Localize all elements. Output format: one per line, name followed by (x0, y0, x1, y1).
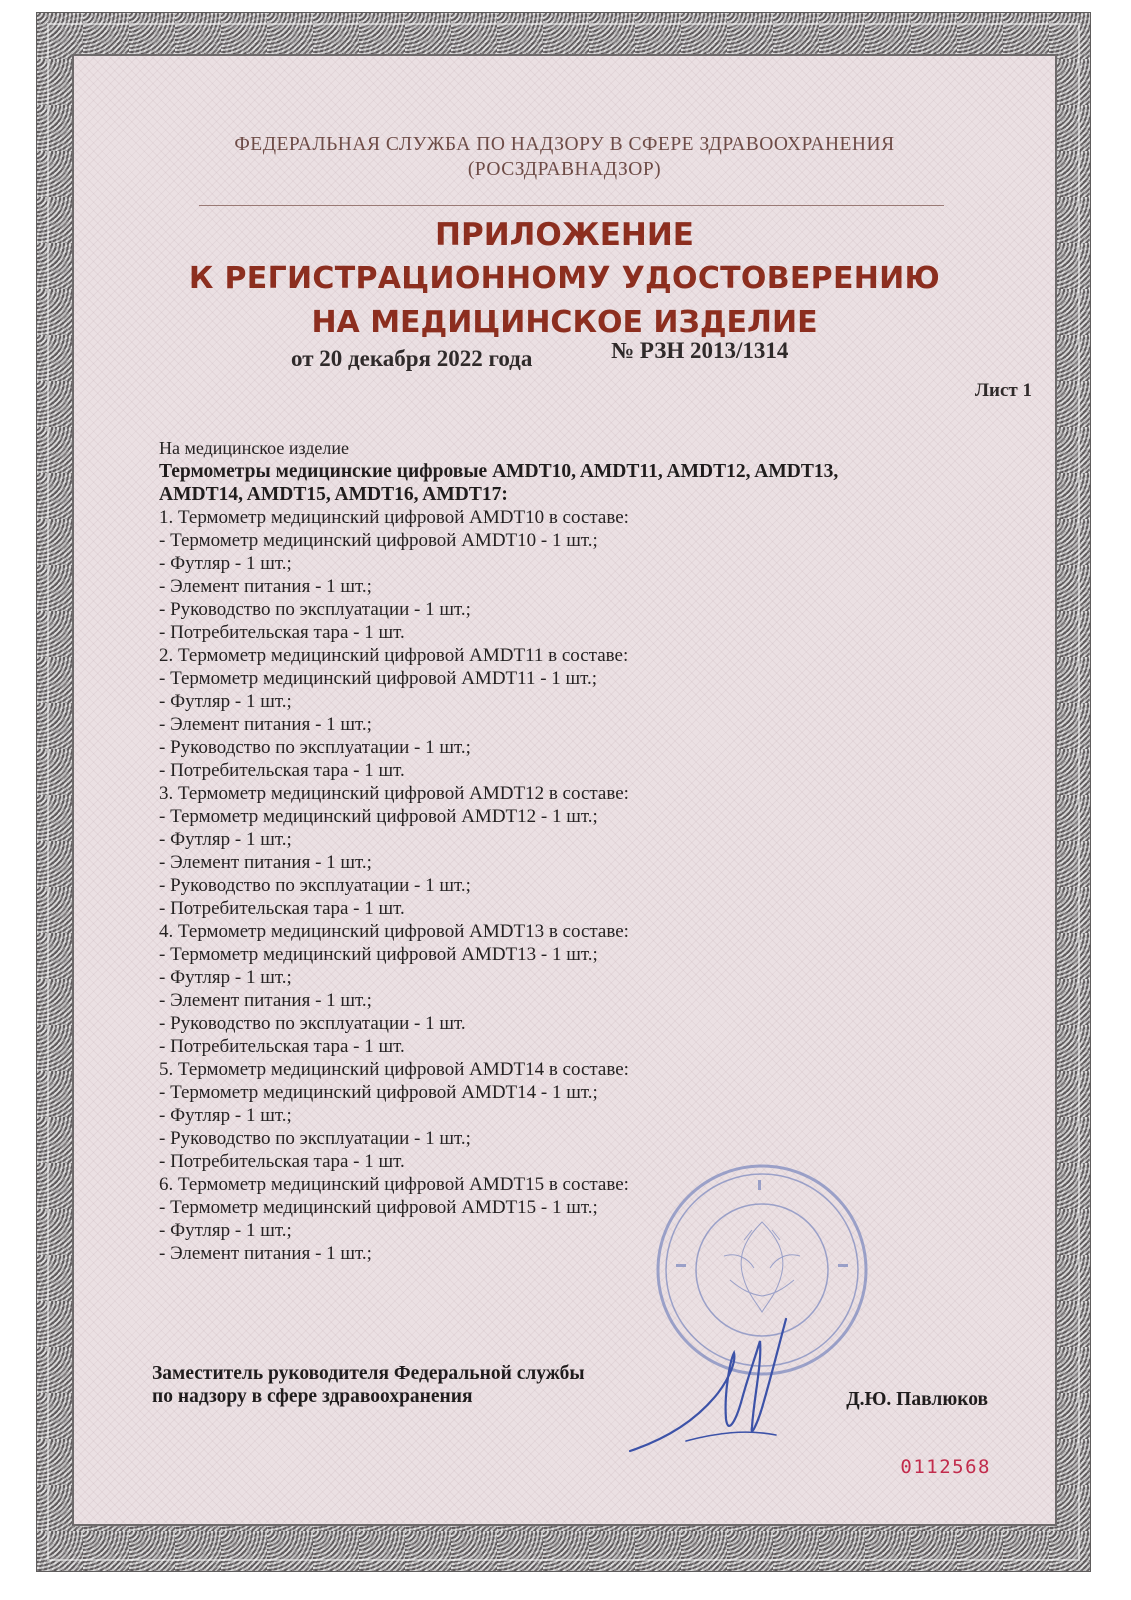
composition-line: 1. Термометр медицинский цифровой AMDT10 в составе: (159, 507, 629, 528)
composition-line: 4. Термометр медицинский цифровой AMDT13 в составе: (159, 921, 629, 942)
composition-line: 2. Термометр медицинский цифровой AMDT11 в составе: (159, 645, 629, 666)
signer-position-line-1: Заместитель руководителя Федеральной службы (152, 1363, 585, 1384)
composition-line: - Потребительская тара - 1 шт. (159, 1036, 405, 1057)
signer-position-line-2: по надзору в сфере здравоохранения (152, 1386, 473, 1407)
intro-text: На медицинское изделие (159, 438, 350, 458)
composition-line: - Футляр - 1 шт.; (159, 829, 292, 850)
product-title-line-2: AMDT14, AMDT15, AMDT16, AMDT17: (159, 484, 508, 505)
form-serial-number: 0112568 (900, 1456, 991, 1478)
product-title (159, 460, 1019, 506)
composition-line: - Элемент питания - 1 шт.; (159, 576, 372, 597)
title-line-1: ПРИЛОЖЕНИЕ (435, 217, 694, 253)
composition-line: - Футляр - 1 шт.; (159, 1105, 292, 1126)
composition-line: - Потребительская тара - 1 шт. (159, 1151, 405, 1172)
composition-line: - Потребительская тара - 1 шт. (159, 622, 405, 643)
header-divider (199, 205, 944, 206)
title-line-2: К РЕГИСТРАЦИОННОМУ УДОСТОВЕРЕНИЮ (188, 261, 941, 296)
composition-line: - Термометр медицинский цифровой AMDT12 - 1 шт.; (159, 806, 598, 827)
agency-abbreviation: (РОСЗДРАВНАДЗОР) (467, 159, 662, 180)
document-title (74, 213, 1055, 345)
agency-header (74, 132, 1055, 182)
agency-name: ФЕДЕРАЛЬНАЯ СЛУЖБА ПО НАДЗОРУ В СФЕРЕ ЗДРАВООХРАНЕНИЯ (234, 134, 895, 155)
composition-list (159, 506, 1019, 1265)
composition-line: - Термометр медицинский цифровой AMDT11 - 1 шт.; (159, 668, 598, 689)
composition-line: - Потребительская тара - 1 шт. (159, 760, 405, 781)
handwritten-signature (626, 1301, 826, 1461)
composition-line: - Термометр медицинский цифровой AMDT13 - 1 шт.; (159, 944, 598, 965)
issue-date: от 20 декабря 2022 года (291, 346, 533, 371)
composition-line: - Футляр - 1 шт.; (159, 691, 292, 712)
composition-line: - Элемент питания - 1 шт.; (159, 1243, 372, 1264)
composition-line: - Руководство по эксплуатации - 1 шт.; (159, 875, 471, 896)
composition-line: - Элемент питания - 1 шт.; (159, 714, 372, 735)
title-line-3: НА МЕДИЦИНСКОЕ ИЗДЕЛИЕ (311, 305, 818, 340)
composition-line: - Футляр - 1 шт.; (159, 553, 292, 574)
registration-number: № РЗН 2013/1314 (611, 338, 789, 363)
composition-line: - Элемент питания - 1 шт.; (159, 990, 372, 1011)
composition-line: - Термометр медицинский цифровой AMDT15 - 1 шт.; (159, 1197, 598, 1218)
signer-position (152, 1362, 585, 1408)
sheet-number: Лист 1 (974, 380, 1032, 401)
composition-line: - Термометр медицинский цифровой AMDT10 - 1 шт.; (159, 530, 598, 551)
product-title-line-1: Термометры медицинские цифровые AMDT10, AMDT11, AMDT12, AMDT13, (159, 461, 839, 482)
certificate-sheet (72, 54, 1057, 1526)
signer-name: Д.Ю. Павлюков (846, 1389, 988, 1410)
composition-line: - Термометр медицинский цифровой AMDT14 - 1 шт.; (159, 1082, 598, 1103)
composition-line: 3. Термометр медицинский цифровой AMDT12 в составе: (159, 783, 629, 804)
composition-line: - Руководство по эксплуатации - 1 шт. (159, 1013, 466, 1034)
composition-line: - Футляр - 1 шт.; (159, 967, 292, 988)
composition-line: 6. Термометр медицинский цифровой AMDT15 в составе: (159, 1174, 629, 1195)
composition-line: - Элемент питания - 1 шт.; (159, 852, 372, 873)
composition-line: - Руководство по эксплуатации - 1 шт.; (159, 737, 471, 758)
composition-line: - Руководство по эксплуатации - 1 шт.; (159, 1128, 471, 1149)
composition-line: - Футляр - 1 шт.; (159, 1220, 292, 1241)
composition-line: 5. Термометр медицинский цифровой AMDT14 в составе: (159, 1059, 629, 1080)
composition-line: - Потребительская тара - 1 шт. (159, 898, 405, 919)
composition-line: - Руководство по эксплуатации - 1 шт.; (159, 599, 471, 620)
document-body (159, 437, 1019, 1265)
